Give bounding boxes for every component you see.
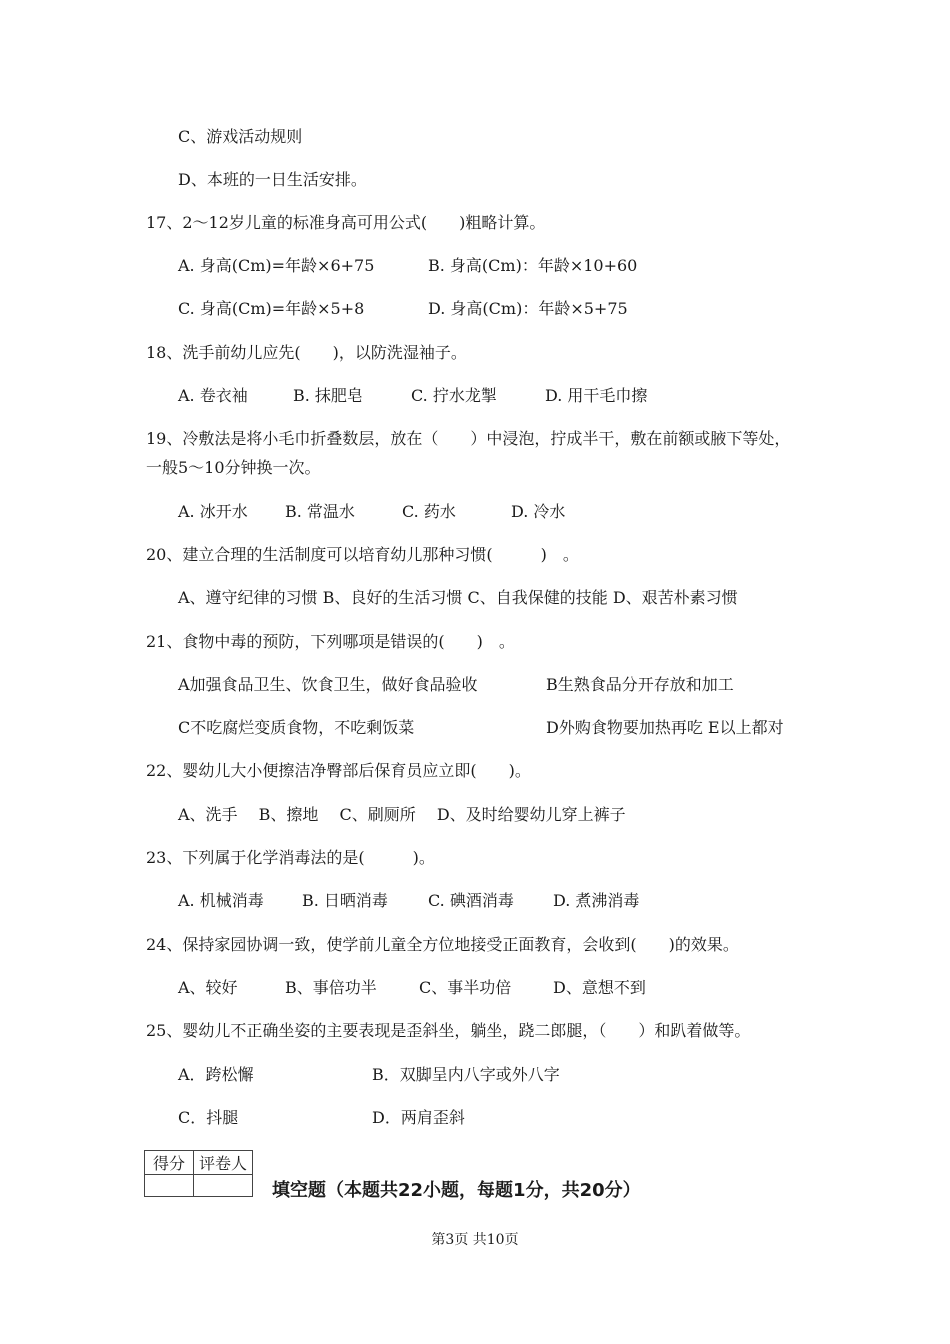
question-23: 23、下列属于化学消毒法的是( )。 xyxy=(146,848,435,867)
grader-cell[interactable] xyxy=(194,1175,253,1197)
q18-option-a: A. 卷衣袖 xyxy=(178,386,248,405)
q22-options: A、洗手 B、擦地 C、刷厕所 D、及时给婴幼儿穿上裤子 xyxy=(178,805,626,824)
q17-option-c: C. 身高(Cm)=年龄×5+8 xyxy=(178,299,365,318)
question-22: 22、婴幼儿大小便擦洁净臀部后保育员应立即( )。 xyxy=(146,761,531,780)
question-20: 20、建立合理的生活制度可以培育幼儿那种习惯( ) 。 xyxy=(146,545,579,564)
q24-option-c: C、事半功倍 xyxy=(419,978,512,997)
q18-option-b: B. 抹肥皂 xyxy=(293,386,363,405)
q21-option-d: D外购食物要加热再吃 E以上都对 xyxy=(546,718,784,737)
q19-option-b: B. 常温水 xyxy=(285,502,355,521)
score-table xyxy=(144,1150,253,1197)
q23-option-b: B. 日晒消毒 xyxy=(302,891,388,910)
question-25: 25、婴幼儿不正确坐姿的主要表现是歪斜坐，躺坐，跷二郎腿，（ ）和趴着做等。 xyxy=(146,1021,751,1040)
q17-option-b: B. 身高(Cm)：年龄×10+60 xyxy=(428,256,638,275)
section-title: 填空题（本题共22小题，每题1分，共20分） xyxy=(272,1180,641,1201)
q19-option-a: A. 冰开水 xyxy=(178,502,248,521)
score-cell[interactable] xyxy=(145,1175,194,1197)
q23-option-d: D. 煮沸消毒 xyxy=(553,891,640,910)
q19-option-c: C. 药水 xyxy=(402,502,456,521)
q23-option-a: A. 机械消毒 xyxy=(178,891,264,910)
q24-option-a: A、较好 xyxy=(178,978,238,997)
question-24: 24、保持家园协调一致，使学前儿童全方位地接受正面教育，会收到( )的效果。 xyxy=(146,935,739,954)
q24-option-b: B、事倍功半 xyxy=(285,978,377,997)
q24-option-d: D、意想不到 xyxy=(553,978,646,997)
q21-option-b: B生熟食品分开存放和加工 xyxy=(546,675,734,694)
q25-option-c: C．抖腿 xyxy=(178,1108,239,1127)
grader-header: 评卷人 xyxy=(194,1151,253,1175)
question-19: 19、冷敷法是将小毛巾折叠数层，放在（ ）中浸泡，拧成半干，敷在前额或腋下等处， xyxy=(146,429,791,448)
q20-options: A、遵守纪律的习惯 B、良好的生活习惯 C、自我保健的技能 D、艰苦朴素习惯 xyxy=(178,588,738,607)
q17-option-a: A. 身高(Cm)=年龄×6+75 xyxy=(178,256,375,275)
q25-option-a: A．跨松懈 xyxy=(178,1065,254,1084)
q25-option-d: D．两肩歪斜 xyxy=(372,1108,465,1127)
question-18: 18、洗手前幼儿应先( )，以防洗湿袖子。 xyxy=(146,343,467,362)
q25-option-b: B．双脚呈内八字或外八字 xyxy=(372,1065,560,1084)
question-17: 17、2～12岁儿童的标准身高可用公式( )粗略计算。 xyxy=(146,213,546,232)
question-19-cont: 一般5～10分钟换一次。 xyxy=(146,458,321,477)
q21-option-c: C不吃腐烂变质食物，不吃剩饭菜 xyxy=(178,718,415,737)
q18-option-d: D. 用干毛巾擦 xyxy=(545,386,648,405)
q17-option-d: D. 身高(Cm)：年龄×5+75 xyxy=(428,299,628,318)
q21-option-a: A加强食品卫生、饮食卫生，做好食品验收 xyxy=(178,675,478,694)
page-footer: 第3页 共10页 xyxy=(431,1232,519,1248)
question-21: 21、食物中毒的预防，下列哪项是错误的( ) 。 xyxy=(146,632,515,651)
q19-option-d: D. 冷水 xyxy=(511,502,566,521)
q18-option-c: C. 拧水龙掣 xyxy=(411,386,497,405)
score-header: 得分 xyxy=(145,1151,194,1175)
option-d-16: D、本班的一日生活安排。 xyxy=(178,170,367,189)
option-c-16: C、游戏活动规则 xyxy=(178,127,303,146)
q23-option-c: C. 碘酒消毒 xyxy=(428,891,514,910)
